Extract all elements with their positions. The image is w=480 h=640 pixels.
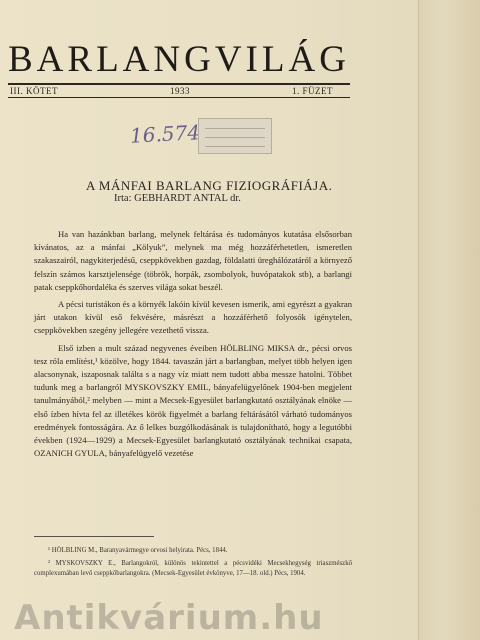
paragraph: Első izben a mult század negyvenes éveiben HÖLBLING MIKSA dr., pécsi orvos tesz róla említést,¹ közölve, hogy 1844. tavaszán járt a barlangban, melyet több helyen igen alacsonynak, iszaposnak találta s a nagy víz miatt nem tudott abba messze hatolni. Többet tudunk meg a barlangról MYSKOVSZKY EMIL, bányafelügyelőnek 1904-ben megjelent tanulmányából,² melyben — mint a Mecsek-Egyesület barlangkutató osztályának elnöke — első ízben hívta fel az illetékes körök figyelmét a barlang feltárásától várható tudományos eredmények fontosságára. Az ő lelkes buzgólkodásának is tulajdonítható, hogy a legutóbbi években (1924—1929) a Mecsek-Egyesület barlangkutató osztályának technikai csapata, OZANICH GYULA, bányafelügyelő vezetése: [34, 342, 352, 459]
journal-masthead: BARLANGVILÁG: [8, 39, 350, 80]
footnote-rule: [34, 536, 154, 537]
article-title: A MÁNFAI BARLANG FIZIOGRÁFIÁJA.: [86, 178, 333, 193]
footnotes: [34, 546, 352, 582]
page-edge: [418, 0, 480, 640]
paragraph: A pécsi turistákon és a környék lakóin kívül kevesen ismerik, ami egyrészt a gyakran járt utakon kívül eső fekvésére, másrészt a hozzáférhető folyosók igénytelen, cseppkövekben szegény jellegére vezethető vissza.: [34, 299, 352, 336]
article-body: [34, 228, 352, 464]
year-label: 1933: [170, 86, 190, 96]
stamp-line: [205, 128, 265, 129]
article-byline: Irta: GEBHARDT ANTAL dr.: [114, 193, 241, 204]
footnote: ² MYSKOVSZKY E., Barlangokról, különös tekintettel a pécsvidéki Mecsekhegység triaszmészkő complexumában levő cseppkőbarlangokra. (Mecsek-Egyesület évkönyve, 17—18. old.) Pécs, 1904.: [34, 559, 352, 578]
footnote: ¹ HÖLBLING M., Baranyavármegye orvosi helyirata. Pécs, 1844.: [48, 547, 228, 554]
stamp-line: [205, 137, 265, 138]
paragraph: Ha van hazánkban barlang, melynek feltárása és tudományos kutatása elsősorban kívánatos, az a mánfai „Kölyuk”, melynek ma még hozzáférhetetlen, ismeretlen szakaszairól, nagykiterjedésű, cseppkövekben gazdag, földalatti üreghálózatáról a környező felszín számos karsztjelensége (töbrök, horpák, zsombolyok, buvópatakok stb), a barlangi patak cseppkőhordaléka és szerves világa sokat beszél.: [34, 229, 352, 292]
issue-label: 1. FÜZET: [292, 86, 333, 96]
watermark: Antikvárium.hu: [14, 598, 324, 638]
stamp-line: [205, 146, 265, 147]
masthead-rule-bottom: [8, 97, 350, 98]
handwritten-inventory-number: 16.574: [129, 120, 201, 148]
library-stamp: [198, 118, 272, 154]
masthead-rule-top: [8, 83, 350, 85]
volume-label: III. KÖTET: [10, 86, 58, 96]
